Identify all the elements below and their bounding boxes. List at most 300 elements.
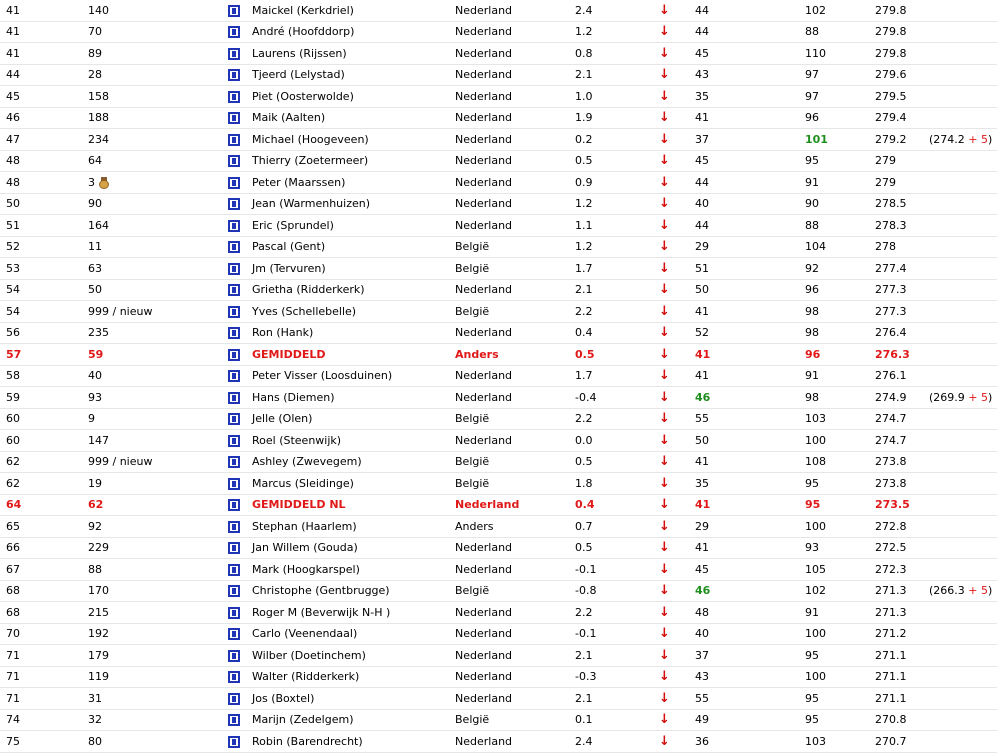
player-name-cell[interactable]: Jan Willem (Gouda): [246, 537, 449, 559]
previous-rank-cell: [82, 430, 228, 452]
stat1-cell: 55: [689, 688, 799, 710]
table-row[interactable]: [0, 666, 997, 688]
stat1-cell: 40: [689, 193, 799, 215]
rank-cell: 66: [0, 537, 82, 559]
arrow-down-icon: ↓: [659, 690, 670, 706]
table-row[interactable]: [0, 107, 997, 129]
previous-rank-cell: [82, 129, 228, 151]
bonus-cell: [923, 430, 997, 452]
player-name-cell[interactable]: Robin (Barendrecht): [246, 731, 449, 753]
country-cell: België: [449, 258, 569, 280]
stat1-cell: 46: [689, 387, 799, 409]
profile-icon-cell[interactable]: [228, 129, 246, 151]
table-row[interactable]: [0, 322, 997, 344]
change-cell: 0.1: [569, 709, 653, 731]
person-card-icon[interactable]: [228, 693, 240, 705]
person-card-icon[interactable]: [228, 714, 240, 726]
change-cell: 0.2: [569, 129, 653, 151]
stat1-cell: 45: [689, 559, 799, 581]
table-row[interactable]: [0, 559, 997, 581]
profile-icon-cell[interactable]: [228, 0, 246, 21]
change-cell: -0.1: [569, 559, 653, 581]
stat2-cell: 100: [799, 516, 869, 538]
arrow-down-icon: ↓: [659, 325, 670, 341]
person-card-icon[interactable]: [228, 91, 240, 103]
player-name-cell[interactable]: Ashley (Zwevegem): [246, 451, 449, 473]
stat1-cell: 55: [689, 408, 799, 430]
profile-icon-cell[interactable]: [228, 344, 246, 366]
score-cell: 271.1: [869, 666, 923, 688]
previous-rank: 92: [88, 519, 102, 533]
person-card-icon[interactable]: [228, 650, 240, 662]
table-row[interactable]: [0, 21, 997, 43]
change-cell: 0.0: [569, 430, 653, 452]
stat2-cell: 91: [799, 365, 869, 387]
stat2-cell: 100: [799, 666, 869, 688]
bonus-cell: [923, 666, 997, 688]
bonus-cell: [923, 258, 997, 280]
previous-rank: 31: [88, 691, 102, 705]
bonus-cell: [923, 731, 997, 753]
person-card-icon[interactable]: [228, 155, 240, 167]
person-card-icon[interactable]: [228, 112, 240, 124]
profile-icon-cell[interactable]: [228, 473, 246, 495]
bonus-cell: [923, 21, 997, 43]
stat2-cell: 95: [799, 709, 869, 731]
previous-rank: 234: [88, 132, 109, 146]
score-cell: 270.7: [869, 731, 923, 753]
profile-icon-cell[interactable]: [228, 666, 246, 688]
profile-icon-cell[interactable]: [228, 236, 246, 258]
previous-rank-cell: [82, 21, 228, 43]
arrow-down-icon: ↓: [659, 24, 670, 40]
profile-icon-cell[interactable]: [228, 215, 246, 237]
trend-cell: [653, 387, 689, 409]
person-card-icon[interactable]: [228, 327, 240, 339]
table-row[interactable]: [0, 150, 997, 172]
table-row[interactable]: [0, 64, 997, 86]
person-card-icon[interactable]: [228, 542, 240, 554]
change-cell: 0.4: [569, 322, 653, 344]
arrow-down-icon: ↓: [659, 454, 670, 470]
score-cell: 272.5: [869, 537, 923, 559]
arrow-down-icon: ↓: [659, 131, 670, 147]
bonus-cell: [923, 387, 997, 409]
previous-rank: 59: [88, 347, 104, 361]
stat2-cell: 102: [799, 580, 869, 602]
previous-rank-cell: [82, 623, 228, 645]
change-cell: 0.5: [569, 451, 653, 473]
country-cell: Nederland: [449, 559, 569, 581]
country-cell: België: [449, 236, 569, 258]
arrow-down-icon: ↓: [659, 217, 670, 233]
arrow-down-icon: ↓: [659, 389, 670, 405]
stat1-cell: 37: [689, 129, 799, 151]
score-cell: 271.1: [869, 645, 923, 667]
previous-rank-cell: [82, 451, 228, 473]
rank-cell: 48: [0, 172, 82, 194]
trend-cell: [653, 559, 689, 581]
table-row[interactable]: [0, 365, 997, 387]
profile-icon-cell[interactable]: [228, 408, 246, 430]
stat2-cell: 100: [799, 430, 869, 452]
score-cell: 270.8: [869, 709, 923, 731]
person-card-icon[interactable]: [228, 435, 240, 447]
person-card-icon[interactable]: [228, 478, 240, 490]
player-name-cell[interactable]: Laurens (Rijssen): [246, 43, 449, 65]
person-card-icon[interactable]: [228, 69, 240, 81]
table-row[interactable]: [0, 0, 997, 21]
player-name-cell[interactable]: GEMIDDELD: [246, 344, 449, 366]
previous-rank: 158: [88, 89, 109, 103]
person-card-icon[interactable]: [228, 134, 240, 146]
table-row[interactable]: [0, 430, 997, 452]
previous-rank: 32: [88, 713, 102, 727]
previous-rank-cell: [82, 258, 228, 280]
profile-icon-cell[interactable]: [228, 150, 246, 172]
person-card-icon[interactable]: [228, 671, 240, 683]
player-name-cell[interactable]: Peter (Maarssen): [246, 172, 449, 194]
table-row[interactable]: [0, 494, 997, 516]
arrow-down-icon: ↓: [659, 626, 670, 642]
previous-rank: 188: [88, 111, 109, 125]
trend-cell: [653, 537, 689, 559]
change-cell: 0.9: [569, 172, 653, 194]
player-name-cell[interactable]: Grietha (Ridderkerk): [246, 279, 449, 301]
person-card-icon[interactable]: [228, 628, 240, 640]
person-card-icon[interactable]: [228, 349, 240, 361]
country-cell: Nederland: [449, 129, 569, 151]
profile-icon-cell[interactable]: [228, 623, 246, 645]
previous-rank-cell: [82, 602, 228, 624]
country-cell: Nederland: [449, 430, 569, 452]
bonus-cell: [923, 322, 997, 344]
rank-cell: 71: [0, 645, 82, 667]
player-name-cell[interactable]: Yves (Schellebelle): [246, 301, 449, 323]
profile-icon-cell[interactable]: [228, 559, 246, 581]
bonus-cell: [923, 602, 997, 624]
player-name-cell[interactable]: Roel (Steenwijk): [246, 430, 449, 452]
person-card-icon[interactable]: [228, 370, 240, 382]
stat1-cell: 41: [689, 494, 799, 516]
country-cell: België: [449, 580, 569, 602]
player-name-cell[interactable]: Stephan (Haarlem): [246, 516, 449, 538]
table-row[interactable]: [0, 86, 997, 108]
rank-cell: 68: [0, 580, 82, 602]
arrow-down-icon: ↓: [659, 282, 670, 298]
player-name-cell[interactable]: Michael (Hoogeveen): [246, 129, 449, 151]
player-name-cell[interactable]: Carlo (Veenendaal): [246, 623, 449, 645]
person-card-icon[interactable]: [228, 48, 240, 60]
player-name-cell[interactable]: GEMIDDELD NL: [246, 494, 449, 516]
trend-cell: [653, 21, 689, 43]
player-name-cell[interactable]: Jm (Tervuren): [246, 258, 449, 280]
player-name-cell[interactable]: Jelle (Olen): [246, 408, 449, 430]
player-name-cell[interactable]: André (Hoofddorp): [246, 21, 449, 43]
table-row[interactable]: [0, 602, 997, 624]
person-card-icon[interactable]: [228, 198, 240, 210]
profile-icon-cell[interactable]: [228, 279, 246, 301]
person-card-icon[interactable]: [228, 241, 240, 253]
player-name-cell[interactable]: Maickel (Kerkdriel): [246, 0, 449, 21]
table-row[interactable]: [0, 258, 997, 280]
profile-icon-cell[interactable]: [228, 43, 246, 65]
profile-icon-cell[interactable]: [228, 731, 246, 753]
score-cell: 271.2: [869, 623, 923, 645]
table-row[interactable]: [0, 193, 997, 215]
score-cell: 272.8: [869, 516, 923, 538]
trend-cell: [653, 301, 689, 323]
table-row[interactable]: [0, 279, 997, 301]
change-cell: -0.8: [569, 580, 653, 602]
trend-cell: [653, 580, 689, 602]
person-card-icon[interactable]: [228, 736, 240, 748]
bonus-cell: [923, 301, 997, 323]
rank-cell: 64: [0, 494, 82, 516]
table-row[interactable]: [0, 172, 997, 194]
table-row[interactable]: [0, 408, 997, 430]
profile-icon-cell[interactable]: [228, 516, 246, 538]
previous-rank-cell: [82, 408, 228, 430]
profile-icon-cell[interactable]: [228, 64, 246, 86]
profile-icon-cell[interactable]: [228, 451, 246, 473]
stat1-cell: 41: [689, 451, 799, 473]
score-cell: 279.6: [869, 64, 923, 86]
arrow-down-icon: ↓: [659, 239, 670, 255]
table-row[interactable]: [0, 387, 997, 409]
trend-cell: [653, 322, 689, 344]
table-row[interactable]: [0, 43, 997, 65]
trend-cell: [653, 666, 689, 688]
trend-cell: [653, 688, 689, 710]
table-row[interactable]: [0, 344, 997, 366]
score-cell: 279.8: [869, 43, 923, 65]
player-name-cell[interactable]: Peter Visser (Loosduinen): [246, 365, 449, 387]
player-name-cell[interactable]: Wilber (Doetinchem): [246, 645, 449, 667]
profile-icon-cell[interactable]: [228, 322, 246, 344]
score-cell: 279.4: [869, 107, 923, 129]
change-cell: 1.7: [569, 365, 653, 387]
profile-icon-cell[interactable]: [228, 580, 246, 602]
profile-icon-cell[interactable]: [228, 365, 246, 387]
player-name-cell[interactable]: Marijn (Zedelgem): [246, 709, 449, 731]
player-name-cell[interactable]: Jos (Boxtel): [246, 688, 449, 710]
score-cell: 274.9: [869, 387, 923, 409]
rank-cell: 60: [0, 408, 82, 430]
arrow-down-icon: ↓: [659, 518, 670, 534]
person-card-icon[interactable]: [228, 521, 240, 533]
rank-cell: 62: [0, 451, 82, 473]
previous-rank-cell: [82, 107, 228, 129]
table-row[interactable]: [0, 580, 997, 602]
country-cell: Nederland: [449, 494, 569, 516]
stat2-cell: 103: [799, 731, 869, 753]
previous-rank: 140: [88, 3, 109, 17]
player-name-cell[interactable]: Mark (Hoogkarspel): [246, 559, 449, 581]
table-row[interactable]: [0, 623, 997, 645]
country-cell: Nederland: [449, 666, 569, 688]
stat2-cell: 110: [799, 43, 869, 65]
previous-rank: 50: [88, 283, 102, 297]
profile-icon-cell[interactable]: [228, 86, 246, 108]
rank-cell: 62: [0, 473, 82, 495]
profile-icon-cell[interactable]: [228, 193, 246, 215]
stat1-cell: 41: [689, 365, 799, 387]
previous-rank-cell: [82, 559, 228, 581]
trend-cell: [653, 236, 689, 258]
trend-cell: [653, 602, 689, 624]
previous-rank-cell: [82, 365, 228, 387]
player-name-cell[interactable]: Thierry (Zoetermeer): [246, 150, 449, 172]
profile-icon-cell[interactable]: [228, 107, 246, 129]
change-cell: -0.3: [569, 666, 653, 688]
profile-icon-cell[interactable]: [228, 430, 246, 452]
profile-icon-cell[interactable]: [228, 387, 246, 409]
bonus-close-paren: ): [988, 132, 993, 146]
person-card-icon[interactable]: [228, 585, 240, 597]
trend-cell: [653, 129, 689, 151]
trend-cell: [653, 473, 689, 495]
previous-rank-cell: [82, 64, 228, 86]
player-name-cell[interactable]: Tjeerd (Lelystad): [246, 64, 449, 86]
bonus-cell: [923, 129, 997, 151]
person-card-icon[interactable]: [228, 26, 240, 38]
score-cell: 279: [869, 150, 923, 172]
previous-rank-cell: [82, 494, 228, 516]
trend-cell: [653, 86, 689, 108]
person-card-icon[interactable]: [228, 306, 240, 318]
score-cell: 276.3: [869, 344, 923, 366]
profile-icon-cell[interactable]: [228, 494, 246, 516]
bonus-cell: [923, 279, 997, 301]
previous-rank: 28: [88, 68, 102, 82]
person-card-icon[interactable]: [228, 607, 240, 619]
country-cell: Anders: [449, 516, 569, 538]
profile-icon-cell[interactable]: [228, 688, 246, 710]
previous-rank: 19: [88, 476, 102, 490]
table-row[interactable]: [0, 215, 997, 237]
trend-cell: [653, 494, 689, 516]
trend-cell: [653, 107, 689, 129]
change-cell: 2.1: [569, 64, 653, 86]
score-cell: 274.7: [869, 430, 923, 452]
country-cell: Nederland: [449, 322, 569, 344]
stat1-cell: 35: [689, 473, 799, 495]
change-cell: 0.4: [569, 494, 653, 516]
player-name-cell[interactable]: Walter (Ridderkerk): [246, 666, 449, 688]
player-name-cell[interactable]: Maik (Aalten): [246, 107, 449, 129]
stat2-cell: 102: [799, 0, 869, 21]
country-cell: Nederland: [449, 21, 569, 43]
profile-icon-cell[interactable]: [228, 172, 246, 194]
person-card-icon[interactable]: [228, 392, 240, 404]
profile-icon-cell[interactable]: [228, 602, 246, 624]
bonus-cell: [923, 580, 997, 602]
rank-cell: 51: [0, 215, 82, 237]
bonus-cell: [923, 623, 997, 645]
previous-rank-cell: [82, 301, 228, 323]
person-card-icon[interactable]: [228, 499, 240, 511]
rank-cell: 48: [0, 150, 82, 172]
bronze-medal-icon: [99, 177, 109, 189]
table-row[interactable]: [0, 236, 997, 258]
person-card-icon[interactable]: [228, 413, 240, 425]
previous-rank: 80: [88, 734, 102, 748]
base-score: (266.3: [929, 584, 969, 598]
score-cell: 271.1: [869, 688, 923, 710]
person-card-icon[interactable]: [228, 456, 240, 468]
table-row[interactable]: [0, 473, 997, 495]
trend-cell: [653, 430, 689, 452]
profile-icon-cell[interactable]: [228, 645, 246, 667]
player-name-cell[interactable]: Marcus (Sleidinge): [246, 473, 449, 495]
profile-icon-cell[interactable]: [228, 21, 246, 43]
stat1-cell: 48: [689, 602, 799, 624]
person-card-icon[interactable]: [228, 564, 240, 576]
table-row[interactable]: [0, 537, 997, 559]
person-card-icon[interactable]: [228, 5, 240, 17]
table-row[interactable]: [0, 301, 997, 323]
player-name-cell[interactable]: Ron (Hank): [246, 322, 449, 344]
previous-rank: 40: [88, 369, 102, 383]
player-name-cell[interactable]: Christophe (Gentbrugge): [246, 580, 449, 602]
table-row[interactable]: [0, 129, 997, 151]
person-card-icon[interactable]: [228, 177, 240, 189]
player-name-cell[interactable]: Jean (Warmenhuizen): [246, 193, 449, 215]
player-name-cell[interactable]: Roger M (Beverwijk N-H ): [246, 602, 449, 624]
table-row[interactable]: [0, 688, 997, 710]
rank-cell: 70: [0, 623, 82, 645]
previous-rank: 11: [88, 240, 102, 254]
stat2-cell: 95: [799, 494, 869, 516]
player-name-cell[interactable]: Pascal (Gent): [246, 236, 449, 258]
change-cell: 2.4: [569, 731, 653, 753]
score-cell: 279.5: [869, 86, 923, 108]
stat1-cell: 35: [689, 86, 799, 108]
previous-rank: 64: [88, 154, 102, 168]
arrow-down-icon: ↓: [659, 561, 670, 577]
stat1-cell: 44: [689, 215, 799, 237]
country-cell: Nederland: [449, 623, 569, 645]
table-row[interactable]: [0, 731, 997, 753]
profile-icon-cell[interactable]: [228, 537, 246, 559]
player-name-cell[interactable]: Hans (Diemen): [246, 387, 449, 409]
country-cell: Nederland: [449, 365, 569, 387]
rank-cell: 41: [0, 0, 82, 21]
player-name-cell[interactable]: Eric (Sprundel): [246, 215, 449, 237]
previous-rank: 70: [88, 25, 102, 39]
table-row[interactable]: [0, 516, 997, 538]
table-row[interactable]: [0, 645, 997, 667]
person-card-icon[interactable]: [228, 263, 240, 275]
trend-cell: [653, 172, 689, 194]
stat2-cell: 88: [799, 215, 869, 237]
rank-cell: 65: [0, 516, 82, 538]
profile-icon-cell[interactable]: [228, 258, 246, 280]
country-cell: Nederland: [449, 193, 569, 215]
player-name-cell[interactable]: Piet (Oosterwolde): [246, 86, 449, 108]
score-cell: 273.5: [869, 494, 923, 516]
previous-rank: 229: [88, 541, 109, 555]
rank-cell: 50: [0, 193, 82, 215]
previous-rank-cell: [82, 150, 228, 172]
person-card-icon[interactable]: [228, 220, 240, 232]
table-row[interactable]: [0, 451, 997, 473]
trend-cell: [653, 258, 689, 280]
person-card-icon[interactable]: [228, 284, 240, 296]
bonus-cell: [923, 537, 997, 559]
profile-icon-cell[interactable]: [228, 301, 246, 323]
